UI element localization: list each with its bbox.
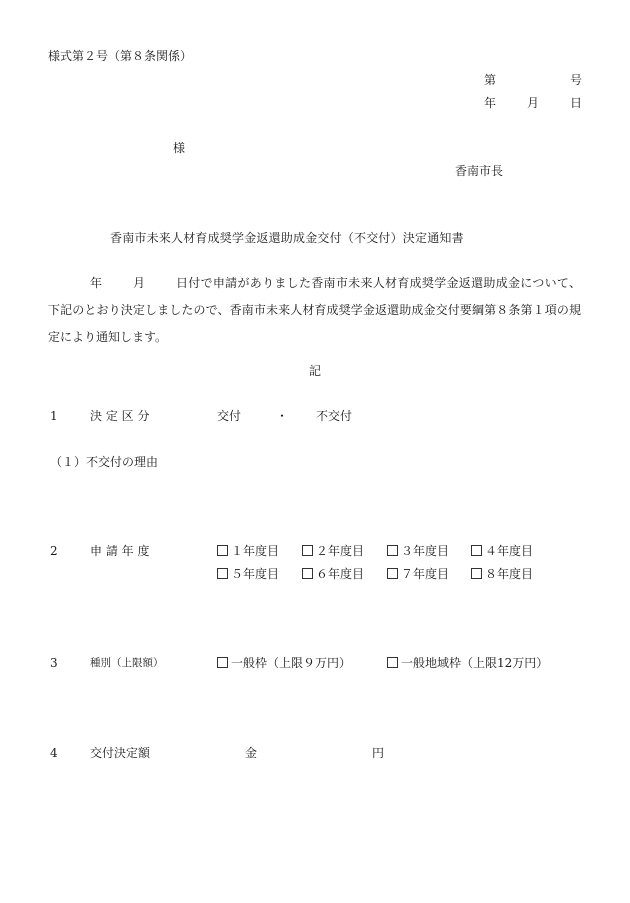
year-option-6[interactable]: ６年度目 — [302, 568, 364, 580]
checkbox-icon — [387, 657, 398, 668]
ki-heading: 記 — [309, 364, 322, 378]
item2-number: 2 — [50, 544, 58, 558]
decision-nongrant: 不交付 — [316, 409, 353, 423]
body-text: 日付で申請がありました香南市未来人材育成奨学金返還助成金について、下記のとおり決定しましたので、香南市未来人材育成奨学金返還助成金交付要綱第８条第１項の規定により通知します。 — [48, 276, 581, 344]
decision-grant: 交付 — [217, 409, 242, 423]
item1-label: 決 定 区 分 — [90, 409, 150, 423]
checkbox-icon — [387, 545, 398, 556]
checkbox-icon — [302, 545, 313, 556]
doc-number-prefix: 第 — [484, 73, 497, 87]
checkbox-icon — [471, 568, 482, 579]
sender-name: 香南市長 — [455, 164, 504, 178]
checkbox-icon — [217, 545, 228, 556]
addressee-honorific: 様 — [173, 141, 186, 155]
body-year: 年 — [90, 276, 103, 290]
item1-number: 1 — [50, 409, 58, 423]
item3-number: 3 — [50, 656, 58, 670]
year-option-3[interactable]: ３年度目 — [387, 545, 449, 557]
category-regional[interactable]: 一般地域枠（上限12万円） — [387, 657, 548, 669]
year-option-4[interactable]: ４年度目 — [471, 545, 533, 557]
year-option-8[interactable]: ８年度目 — [471, 568, 533, 580]
year-option-2[interactable]: ２年度目 — [302, 545, 364, 557]
item4-label: 交付決定額 — [90, 746, 151, 760]
year-option-5[interactable]: ５年度目 — [217, 568, 279, 580]
checkbox-icon — [302, 568, 313, 579]
document-title: 香南市未来人材育成奨学金返還助成金交付（不交付）決定通知書 — [110, 231, 464, 245]
date-day: 日 — [570, 96, 583, 110]
date-month: 月 — [527, 96, 540, 110]
amount-suffix: 円 — [372, 746, 385, 760]
checkbox-icon — [387, 568, 398, 579]
item4-number: 4 — [50, 746, 58, 760]
nongrant-reason-label: （１）不交付の理由 — [50, 455, 159, 469]
item3-label: 種別（上限額） — [90, 657, 164, 669]
form-number: 様式第２号（第８条関係） — [48, 49, 193, 63]
decision-separator: ・ — [276, 409, 289, 423]
body-month: 月 — [133, 276, 146, 290]
checkbox-icon — [471, 545, 482, 556]
item2-label: 申 請 年 度 — [90, 544, 150, 558]
date-year: 年 — [484, 96, 497, 110]
category-general[interactable]: 一般枠（上限９万円） — [217, 657, 351, 669]
year-option-7[interactable]: ７年度目 — [387, 568, 449, 580]
checkbox-icon — [217, 568, 228, 579]
checkbox-icon — [217, 657, 228, 668]
amount-prefix: 金 — [245, 746, 258, 760]
doc-number-suffix: 号 — [570, 73, 583, 87]
year-option-1[interactable]: １年度目 — [217, 545, 279, 557]
